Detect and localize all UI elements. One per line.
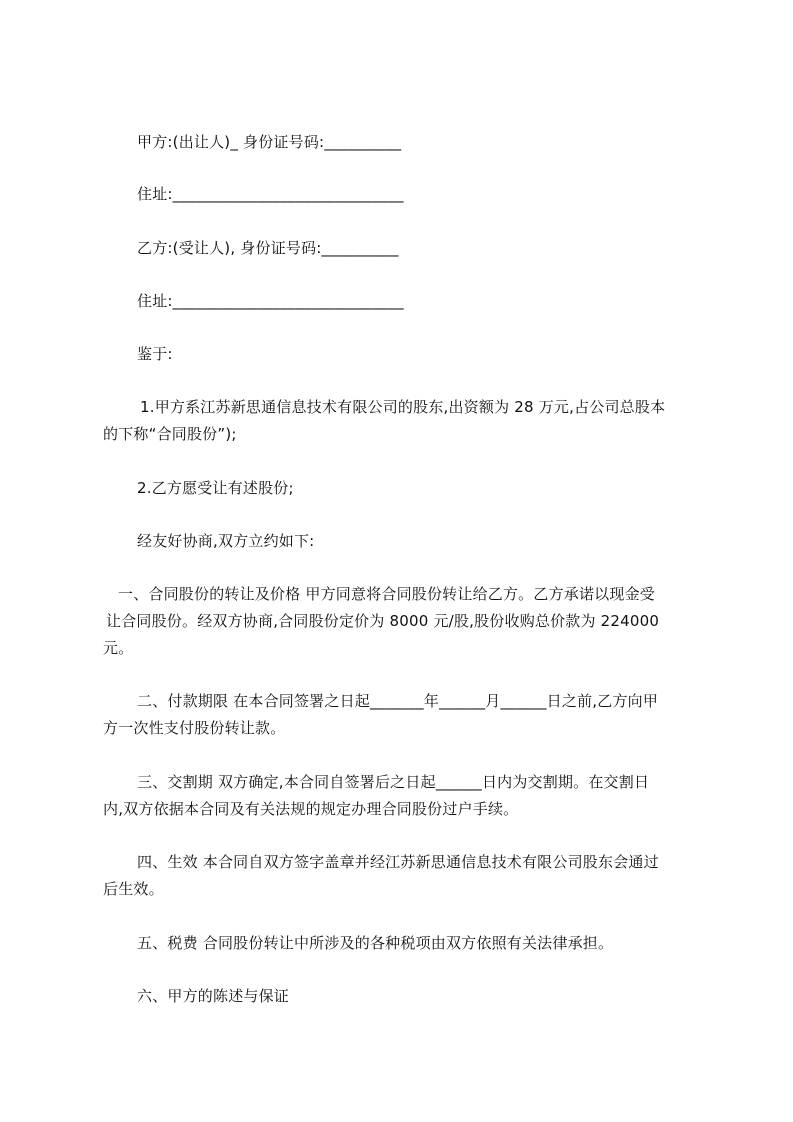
clause-6-heading: 六、甲方的陈述与保证: [137, 987, 290, 1005]
whereas-item-2: 2.乙方愿受让有述股份;: [137, 479, 294, 497]
clause-5: 五、税费 合同股份转让中所涉及的各种税项由双方依照有关法律承担。: [137, 934, 614, 952]
clause-1-line-3: 元。: [103, 639, 134, 657]
clause-2-line-2: 方一次性支付股份转让款。: [103, 719, 286, 737]
party-b-address: 住址:______________________________: [137, 292, 404, 310]
clause-3-line-2: 内,双方依据本合同及有关法规的规定办理合同股份过户手续。: [103, 800, 519, 818]
clause-2-line-1: 二、付款期限 在本合同签署之日起_______年______月______日之前,乙方向甲: [137, 692, 659, 710]
party-a-address: 住址:______________________________: [137, 185, 404, 203]
clause-4-line-1: 四、生效 本合同自双方签字盖章并经江苏新思通信息技术有限公司股东会通过: [137, 853, 659, 871]
clause-1-line-1: 一、合同股份的转让及价格 甲方同意将合同股份转让给乙方。乙方承诺以现金受: [118, 585, 655, 603]
party-a-line: 甲方:(出让人)_ 身份证号码:__________: [137, 133, 402, 151]
clause-3-line-1: 三、交割期 双方确定,本合同自签署后之日起______日内为交割期。在交割日: [137, 773, 650, 791]
clause-4-line-2: 后生效。: [103, 880, 164, 898]
whereas-heading: 鉴于:: [137, 345, 173, 363]
party-b-line: 乙方:(受让人), 身份证号码:__________: [137, 239, 399, 257]
agreement-intro: 经友好协商,双方立约如下:: [137, 532, 315, 550]
whereas-item-1-line-2: 的下称“合同股份”);: [103, 425, 237, 443]
clause-1-line-2: 让合同股份。经双方协商,合同股份定价为 8000 元/股,股份收购总价款为 224000: [106, 612, 660, 630]
whereas-item-1-line-1: 1.甲方系江苏新思通信息技术有限公司的股东,出资额为 28 万元,占公司总股本: [140, 398, 666, 416]
